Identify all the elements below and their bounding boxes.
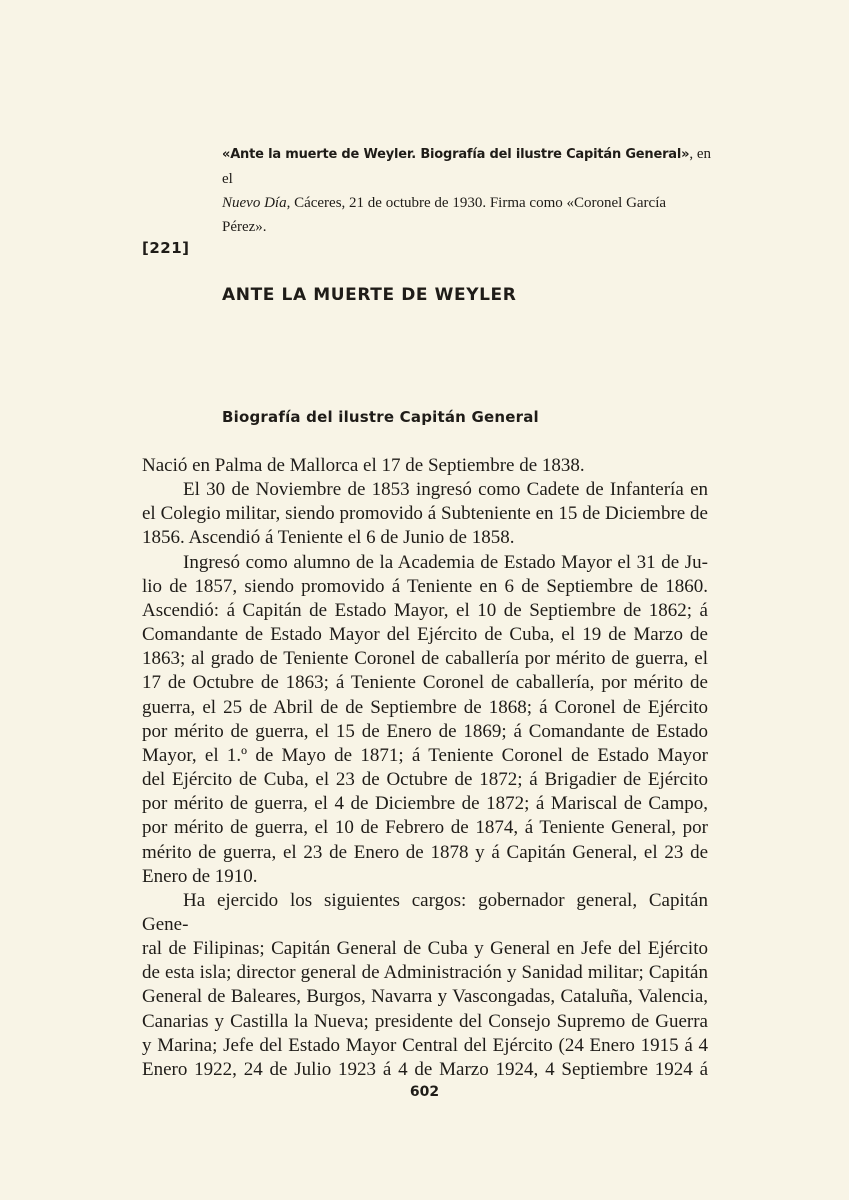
body-line: Mayor, el 1.º de Mayo de 1871; á Teniente Coronel de Estado Mayor <box>142 744 708 766</box>
body-line: Canarias y Castilla la Nueva; presidente del Consejo Supremo de Guerra <box>142 1010 708 1032</box>
body-line: lio de 1857, siendo promovido á Teniente en 6 de Septiembre de 1860. <box>142 575 708 597</box>
body-line: General de Baleares, Burgos, Navarra y Vascongadas, Cataluña, Valencia, <box>142 986 708 1008</box>
body-line: Ascendió: á Capitán de Estado Mayor, el 10 de Septiembre de 1862; á <box>142 599 708 621</box>
body-line: Ingresó como alumno de la Academia de Estado Mayor el 31 de Ju- <box>183 551 708 573</box>
body-line: por mérito de guerra, el 10 de Febrero de 1874, á Teniente General, por <box>142 817 708 839</box>
body-line: el Colegio militar, siendo promovido á Subteniente en 15 de Diciembre de <box>142 503 708 525</box>
body-line: guerra, el 25 de Abril de de Septiembre de 1868; á Coronel de Ejército <box>142 696 708 718</box>
source-note-details: , Cáceres, 21 de octubre de 1930. Firma como «Coronel García Pérez». <box>222 195 667 235</box>
source-note-publication: Nuevo Día <box>222 195 287 211</box>
body-line: El 30 de Noviembre de 1853 ingresó como Cadete de Infantería en <box>183 479 708 501</box>
body-line: mérito de guerra, el 23 de Enero de 1878 y á Capitán General, el 23 de <box>142 841 708 863</box>
body-line: 1856. Ascendió á Teniente el 6 de Junio de 1858. <box>142 527 515 549</box>
body-text <box>142 454 708 1082</box>
body-line: Comandante de Estado Mayor del Ejército de Cuba, el 19 de Marzo de <box>142 624 708 646</box>
page-number: 602 <box>409 1084 440 1100</box>
body-line: Ha ejercido los siguientes cargos: gobernador general, Capitán Gene- <box>142 889 708 935</box>
body-line: Nació en Palma de Mallorca el 17 de Septiembre de 1838. <box>142 455 585 476</box>
body-line: de esta isla; director general de Administración y Sanidad militar; Capitán <box>142 962 708 984</box>
source-note-title: «Ante la muerte de Weyler. Biografía del ilustre Capitán General» <box>222 147 690 162</box>
body-line: Enero de 1910. <box>142 865 258 887</box>
body-line: 1863; al grado de Teniente Coronel de caballería por mérito de guerra, el <box>142 648 708 670</box>
article-subtitle: Biografía del ilustre Capitán General <box>222 408 539 426</box>
body-line: 17 de Octubre de 1863; á Teniente Coronel de caballería, por mérito de <box>142 672 708 694</box>
body-line: del Ejército de Cuba, el 23 de Octubre de 1872; á Brigadier de Ejército <box>142 769 708 791</box>
body-line: y Marina; Jefe del Estado Mayor Central del Ejército (24 Enero 1915 á 4 <box>142 1034 708 1056</box>
body-line: por mérito de guerra, el 15 de Enero de 1869; á Comandante de Estado <box>142 720 708 742</box>
body-line: Enero 1922, 24 de Julio 1923 á 4 de Marzo 1924, 4 Septiembre 1924 á <box>142 1058 708 1080</box>
entry-number: [221] <box>142 239 190 257</box>
body-line: por mérito de guerra, el 4 de Diciembre de 1872; á Mariscal de Campo, <box>142 793 708 815</box>
article-title: ANTE LA MUERTE DE WEYLER <box>222 285 517 305</box>
source-note <box>222 142 712 239</box>
source-note-connector: , en el <box>222 146 712 187</box>
body-line: ral de Filipinas; Capitán General de Cuba y General en Jefe del Ejército <box>142 938 708 960</box>
